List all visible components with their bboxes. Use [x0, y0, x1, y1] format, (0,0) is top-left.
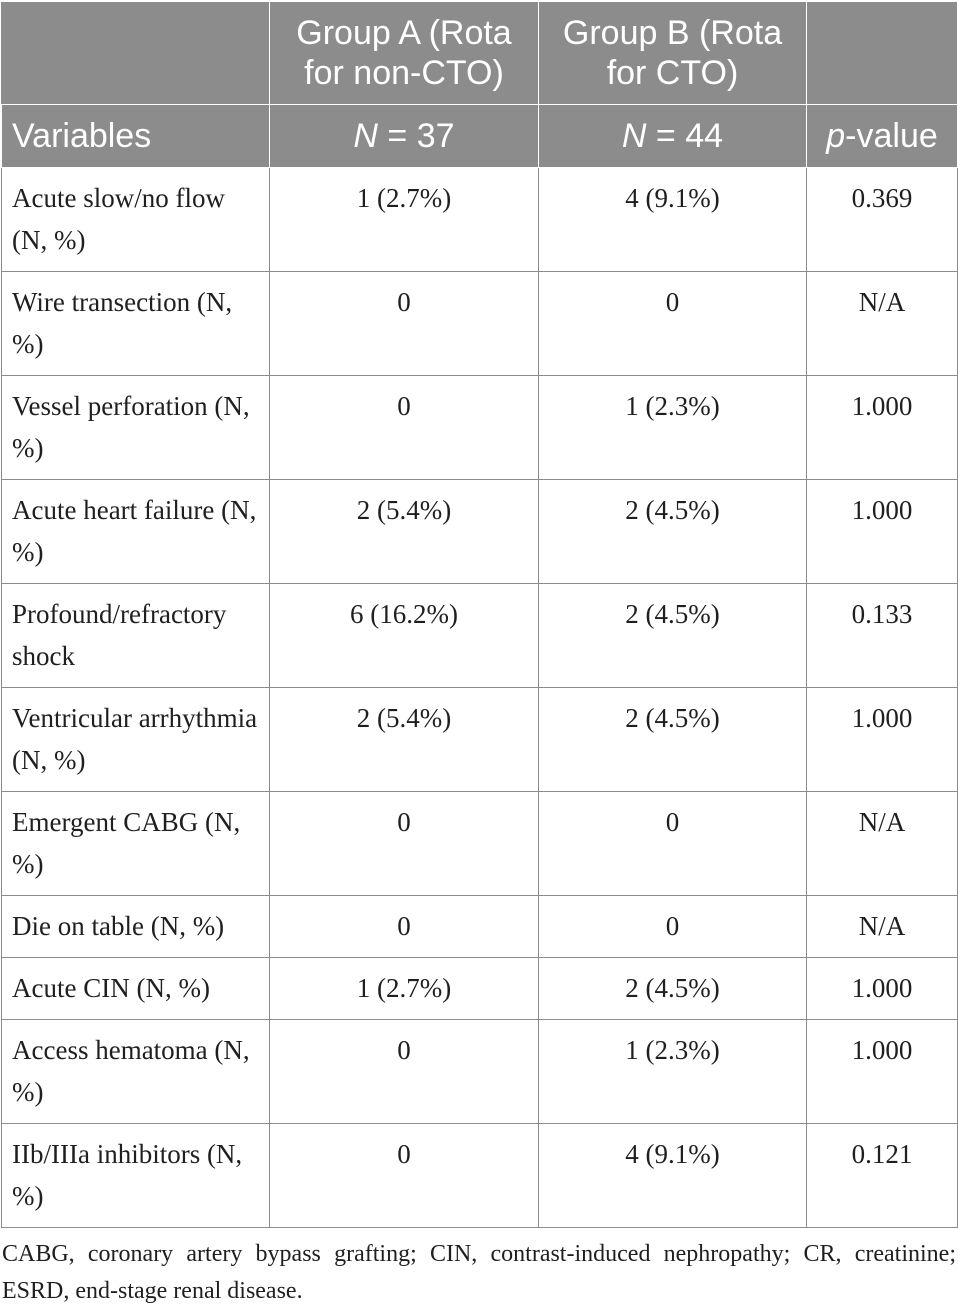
p-value-cell: 0.133 — [807, 584, 958, 688]
group-b-cell: 4 (9.1%) — [539, 168, 807, 272]
group-a-cell: 0 — [270, 376, 539, 480]
header-group-b — [539, 2, 807, 105]
table-body — [2, 168, 958, 1228]
complications-table — [1, 1, 958, 1228]
group-a-cell: 2 (5.4%) — [270, 480, 539, 584]
group-b-cell: 2 (4.5%) — [539, 958, 807, 1020]
variable-cell: Acute CIN (N, %) — [2, 958, 270, 1020]
variable-cell: Acute heart failure (N, %) — [2, 480, 270, 584]
group-a-cell: 2 (5.4%) — [270, 688, 539, 792]
variable-cell: Acute slow/no flow (N, %) — [2, 168, 270, 272]
header-group-a-line2: for non-CTO) — [304, 54, 504, 92]
p-value-cell: N/A — [807, 896, 958, 958]
p-value-cell: 0.369 — [807, 168, 958, 272]
variable-cell: IIb/IIIa inhibitors (N, %) — [2, 1124, 270, 1228]
group-a-cell: 6 (16.2%) — [270, 584, 539, 688]
group-b-cell: 2 (4.5%) — [539, 584, 807, 688]
header-row-groups — [2, 2, 958, 105]
header-group-a-n — [270, 105, 539, 168]
variable-cell: Die on table (N, %) — [2, 896, 270, 958]
p-value-cell: N/A — [807, 272, 958, 376]
p-value-cell: 1.000 — [807, 376, 958, 480]
group-b-cell: 2 (4.5%) — [539, 688, 807, 792]
header-group-b-line2: for CTO) — [606, 54, 739, 92]
header-group-a-line1: Group A (Rota — [296, 14, 512, 52]
p-suffix: -value — [845, 117, 938, 155]
header-group-b-line1: Group B (Rota — [562, 14, 783, 52]
p-value-cell: N/A — [807, 792, 958, 896]
header-p-value — [807, 105, 958, 168]
table-row — [2, 958, 958, 1020]
p-value-cell: 1.000 — [807, 958, 958, 1020]
group-b-cell: 0 — [539, 896, 807, 958]
header-group-a — [270, 2, 539, 105]
p-value-cell: 1.000 — [807, 688, 958, 792]
group-a-cell: 0 — [270, 896, 539, 958]
group-a-cell: 0 — [270, 1124, 539, 1228]
table-row — [2, 168, 958, 272]
table-row — [2, 1020, 958, 1124]
table-row — [2, 688, 958, 792]
group-b-n-value: = 44 — [646, 117, 724, 155]
variable-cell: Vessel perforation (N, %) — [2, 376, 270, 480]
n-symbol: N — [621, 117, 647, 155]
p-symbol: p — [826, 117, 846, 155]
variable-cell: Wire transection (N, %) — [2, 272, 270, 376]
table-row — [2, 272, 958, 376]
variable-cell: Emergent CABG (N, %) — [2, 792, 270, 896]
header-row-labels — [2, 105, 958, 168]
group-b-cell: 1 (2.3%) — [539, 1020, 807, 1124]
group-b-cell: 4 (9.1%) — [539, 1124, 807, 1228]
header-empty-cell — [2, 2, 270, 105]
group-a-cell: 1 (2.7%) — [270, 168, 539, 272]
group-b-cell: 0 — [539, 792, 807, 896]
table-row — [2, 584, 958, 688]
p-value-cell: 1.000 — [807, 1020, 958, 1124]
table-footnote: CABG, coronary artery bypass grafting; CIN, contrast-induced nephropathy; CR, creatinine; ESRD, end-stage renal disease. — [2, 1241, 956, 1304]
table-row — [2, 1124, 958, 1228]
n-symbol: N — [353, 117, 378, 155]
table-row — [2, 896, 958, 958]
variable-cell: Access hematoma (N, %) — [2, 1020, 270, 1124]
group-a-cell: 0 — [270, 792, 539, 896]
group-b-cell: 0 — [539, 272, 807, 376]
table-row — [2, 792, 958, 896]
group-a-cell: 0 — [270, 272, 539, 376]
p-value-cell: 1.000 — [807, 480, 958, 584]
variable-cell: Profound/refractory shock — [2, 584, 270, 688]
header-group-b-n — [539, 105, 807, 168]
group-a-cell: 0 — [270, 1020, 539, 1124]
group-b-cell: 2 (4.5%) — [539, 480, 807, 584]
header-empty-cell — [807, 2, 958, 105]
group-a-cell: 1 (2.7%) — [270, 958, 539, 1020]
table-header — [2, 2, 958, 168]
table-row — [2, 480, 958, 584]
table-row — [2, 376, 958, 480]
variable-cell: Ventricular arrhythmia (N, %) — [2, 688, 270, 792]
group-b-cell: 1 (2.3%) — [539, 376, 807, 480]
group-a-n-value: = 37 — [377, 117, 455, 155]
p-value-cell: 0.121 — [807, 1124, 958, 1228]
header-variables: Variables — [2, 105, 270, 168]
